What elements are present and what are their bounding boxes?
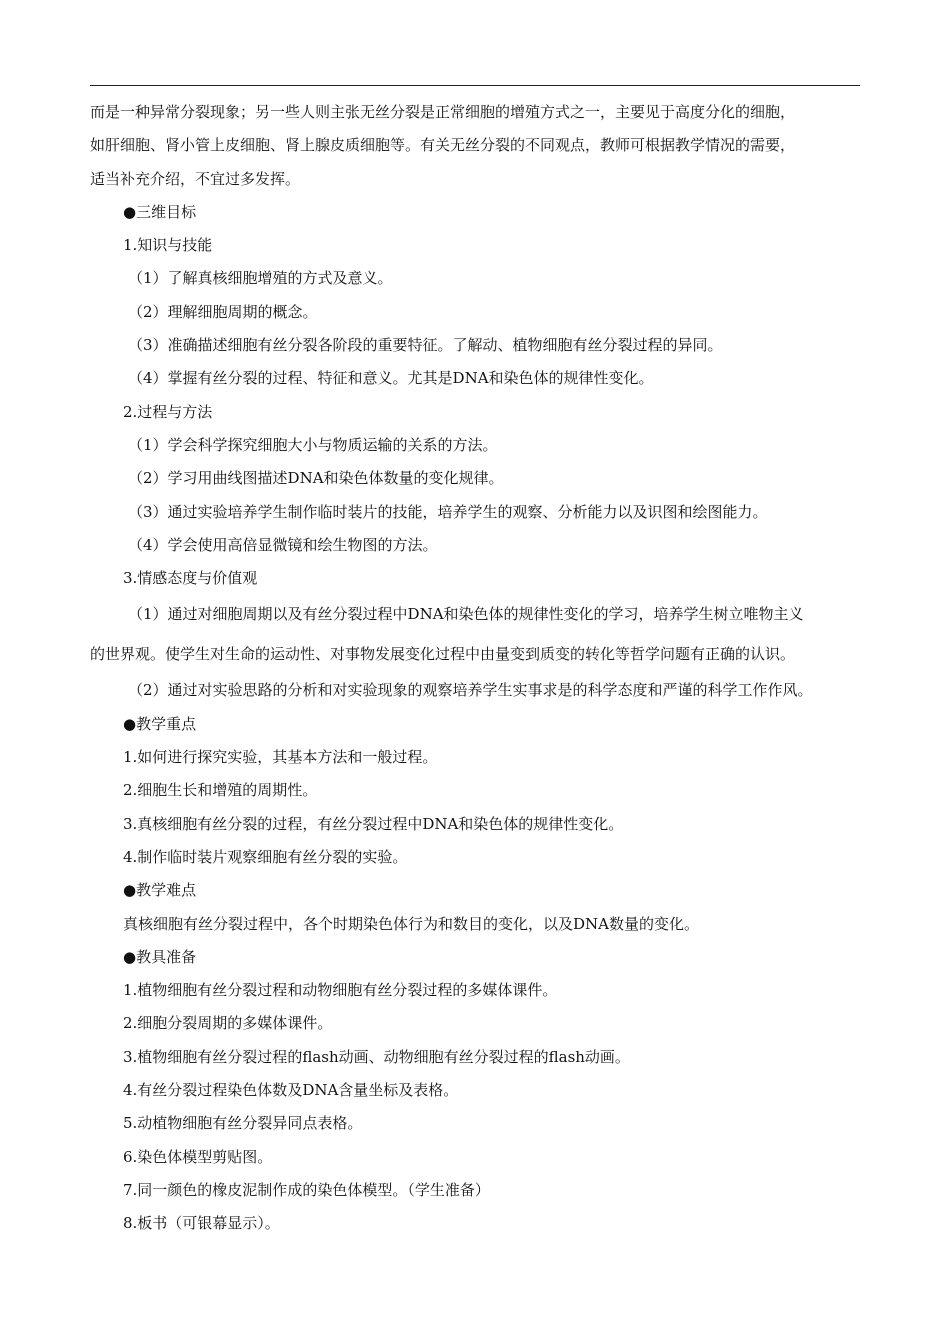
section-heading-goals: ●三维目标 <box>123 202 197 221</box>
document-body <box>90 96 862 1241</box>
list-item: 6.染色体模型剪贴图。 <box>123 1147 273 1166</box>
list-item: 3.真核细胞有丝分裂的过程，有丝分裂过程中DNA和染色体的规律性变化。 <box>123 814 624 833</box>
list-item: （1）了解真核细胞增殖的方式及意义。 <box>128 269 393 288</box>
list-item: （2）理解细胞周期的概念。 <box>128 302 318 321</box>
section-heading-difficulties: ●教学难点 <box>123 881 197 900</box>
paragraph-line: （1）通过对细胞周期以及有丝分裂过程中DNA和染色体的规律性变化的学习，培养学生树立唯物主义 <box>128 605 804 624</box>
list-item: 4.有丝分裂过程染色体数及DNA含量坐标及表格。 <box>123 1081 459 1100</box>
list-item: 1.植物细胞有丝分裂过程和动物细胞有丝分裂过程的多媒体课件。 <box>123 981 558 1000</box>
list-item: 8.板书（可银幕显示）。 <box>123 1214 280 1233</box>
list-item: （4）掌握有丝分裂的过程、特征和意义。尤其是DNA和染色体的规律性变化。 <box>128 369 654 388</box>
list-item: （1）学会科学探究细胞大小与物质运输的关系的方法。 <box>128 435 498 454</box>
section-heading-key-points: ●教学重点 <box>123 714 197 733</box>
list-item: 4.制作临时装片观察细胞有丝分裂的实验。 <box>123 847 408 866</box>
section-heading-materials: ●教具准备 <box>123 947 197 966</box>
list-item: （3）准确描述细胞有丝分裂各阶段的重要特征。了解动、植物细胞有丝分裂过程的异同。 <box>128 336 723 355</box>
subheading-process: 2.过程与方法 <box>123 402 213 421</box>
list-item: 3.植物细胞有丝分裂过程的flash动画、动物细胞有丝分裂过程的flash动画。 <box>123 1047 630 1066</box>
list-item: 5.动植物细胞有丝分裂异同点表格。 <box>123 1114 363 1133</box>
header-rule <box>90 85 860 86</box>
paragraph-line: 的世界观。使学生对生命的运动性、对事物发展变化过程中由量变到质变的转化等哲学问题有正确的认识。 <box>90 644 796 663</box>
list-item: （2）学习用曲线图描述DNA和染色体数量的变化规律。 <box>128 469 504 488</box>
list-item: 2.细胞分裂周期的多媒体课件。 <box>123 1014 333 1033</box>
list-item: 2.细胞生长和增殖的周期性。 <box>123 781 318 800</box>
list-item: 7.同一颜色的橡皮泥制作成的染色体模型。（学生准备） <box>123 1180 490 1199</box>
list-item: （4）学会使用高倍显微镜和绘生物图的方法。 <box>128 535 438 554</box>
subheading-knowledge: 1.知识与技能 <box>123 236 213 255</box>
list-item: （3）通过实验培养学生制作临时装片的技能，培养学生的观察、分析能力以及识图和绘图能力。 <box>128 502 768 521</box>
intro-line-2: 如肝细胞、肾小管上皮细胞、肾上腺皮质细胞等。有关无丝分裂的不同观点，教师可根据教学情况的需要， <box>90 136 796 155</box>
intro-line-1: 而是一种异常分裂现象；另一些人则主张无丝分裂是正常细胞的增殖方式之一，主要见于高度分化的细胞， <box>90 103 796 121</box>
difficulties-text: 真核细胞有丝分裂过程中，各个时期染色体行为和数目的变化，以及DNA数量的变化。 <box>123 914 699 933</box>
list-item: 1.如何进行探究实验，其基本方法和一般过程。 <box>123 748 438 767</box>
subheading-emotion: 3.情感态度与价值观 <box>123 569 258 588</box>
intro-line-3: 适当补充介绍，不宜过多发挥。 <box>90 169 301 188</box>
paragraph-line: （2）通过对实验思路的分析和对实验现象的观察培养学生实事求是的科学态度和严谨的科学工作作风。 <box>128 681 813 700</box>
